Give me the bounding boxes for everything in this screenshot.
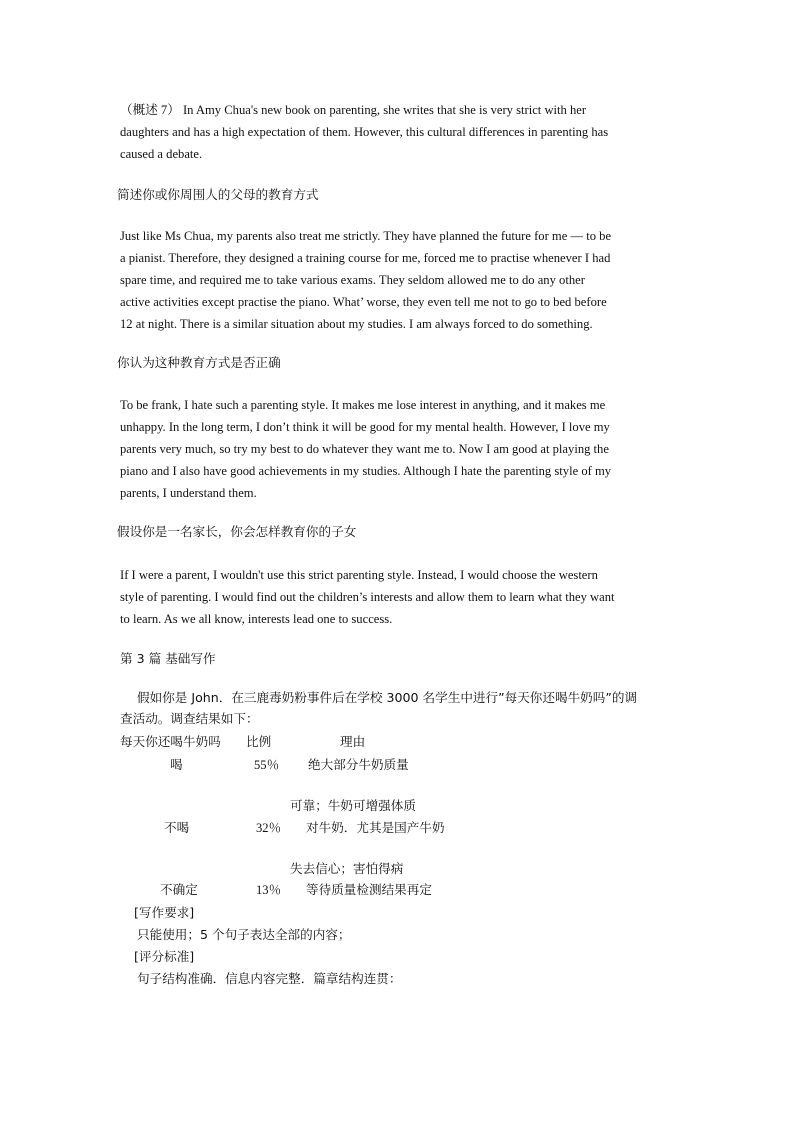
table-row-1-answer: 喝 bbox=[170, 757, 183, 772]
para1-line-3: spare time, and required me to take various exams. They seldom allowed me to do any other bbox=[120, 273, 585, 287]
para3-line-1: If I were a parent, I wouldn't use this strict parenting style. Instead, I would choose the western bbox=[120, 568, 598, 582]
para2-line-4: piano and I also have good achievements in my studies. Although I hate the parenting style of my bbox=[120, 464, 612, 478]
para1-line-2: a pianist. Therefore, they designed a training course for me, forced me to practise whenever I had bbox=[120, 251, 611, 265]
para2-line-2: unhappy. In the long term, I don’t think it will be good for my mental health. However, I love my bbox=[120, 420, 610, 434]
scoring-heading: [评分标准] bbox=[134, 949, 195, 964]
table-row-2-reason-2: 失去信心；害怕得病 bbox=[290, 861, 404, 876]
section-question-2: 你认为这种教育方式是否正确 bbox=[117, 355, 281, 370]
table-header-question: 每天你还喝牛奶吗 bbox=[120, 734, 221, 749]
essay7-line-2: daughters and has a high expectation of them. However, this cultural differences in parenting has bbox=[120, 125, 609, 139]
para3-line-2: style of parenting. I would find out the children’s interests and allow them to learn what they want bbox=[120, 590, 615, 604]
table-header-ratio: 比例 bbox=[246, 734, 272, 749]
requirements-heading: [写作要求] bbox=[134, 905, 195, 920]
table-row-1-reason-1: 绝大部分牛奶质量 bbox=[308, 757, 409, 772]
section-question-1: 简述你或你周围人的父母的教育方式 bbox=[117, 187, 319, 202]
para2-line-3: parents very much, so try my best to do whatever they want me to. Now I am good at playing the bbox=[120, 442, 609, 456]
table-row-1-percent: 55％ bbox=[254, 758, 280, 772]
part3-intro-line-1: 假如你是 John．在三鹿毒奶粉事件后在学校 3000 名学生中进行”每天你还喝牛奶吗”的调 bbox=[137, 690, 638, 705]
table-row-2-percent: 32％ bbox=[256, 821, 282, 835]
essay7-line-3: caused a debate. bbox=[120, 147, 203, 161]
table-row-3-percent: 13％ bbox=[256, 883, 282, 897]
para1-line-5: 12 at night. There is a similar situation about my studies. I am always forced to do something. bbox=[120, 317, 593, 331]
part3-intro-line-2: 查活动。调查结果如下： bbox=[120, 711, 259, 726]
requirements-text: 只能使用；5 个句子表达全部的内容； bbox=[137, 927, 351, 942]
para2-line-1: To be frank, I hate such a parenting style. It makes me lose interest in anything, and it makes me bbox=[120, 398, 606, 412]
table-row-2-reason-1: 对牛奶．尤其是国产牛奶 bbox=[306, 820, 445, 835]
scoring-text: 句子结构准确．信息内容完整．篇章结构连贯： bbox=[137, 971, 402, 986]
paragraph-1 bbox=[120, 225, 676, 335]
section-question-3: 假设你是一名家长，你会怎样教育你的子女 bbox=[117, 524, 357, 539]
paragraph-2 bbox=[120, 394, 676, 504]
table-header-reason: 理由 bbox=[340, 734, 366, 749]
table-row-2-answer: 不喝 bbox=[164, 820, 190, 835]
table-row-3-answer: 不确定 bbox=[160, 882, 198, 897]
essay7-paragraph bbox=[120, 99, 676, 165]
table-row-3-reason-1: 等待质量检测结果再定 bbox=[306, 882, 432, 897]
para3-line-3: to learn. As we all know, interests lead one to success. bbox=[120, 612, 393, 626]
essay7-line-1: （概述 7） In Amy Chua's new book on parenting, she writes that she is very strict with her bbox=[120, 103, 587, 117]
table-row-1-reason-2: 可靠；牛奶可增强体质 bbox=[290, 798, 416, 813]
para1-line-4: active activities except practise the piano. What’ worse, they even tell me not to go to bed before bbox=[120, 295, 607, 309]
para1-line-1: Just like Ms Chua, my parents also treat me strictly. They have planned the future for me — to be bbox=[120, 229, 612, 243]
part3-heading: 第 3 篇 基础写作 bbox=[120, 651, 216, 666]
paragraph-3 bbox=[120, 564, 676, 630]
para2-line-5: parents, I understand them. bbox=[120, 486, 257, 500]
